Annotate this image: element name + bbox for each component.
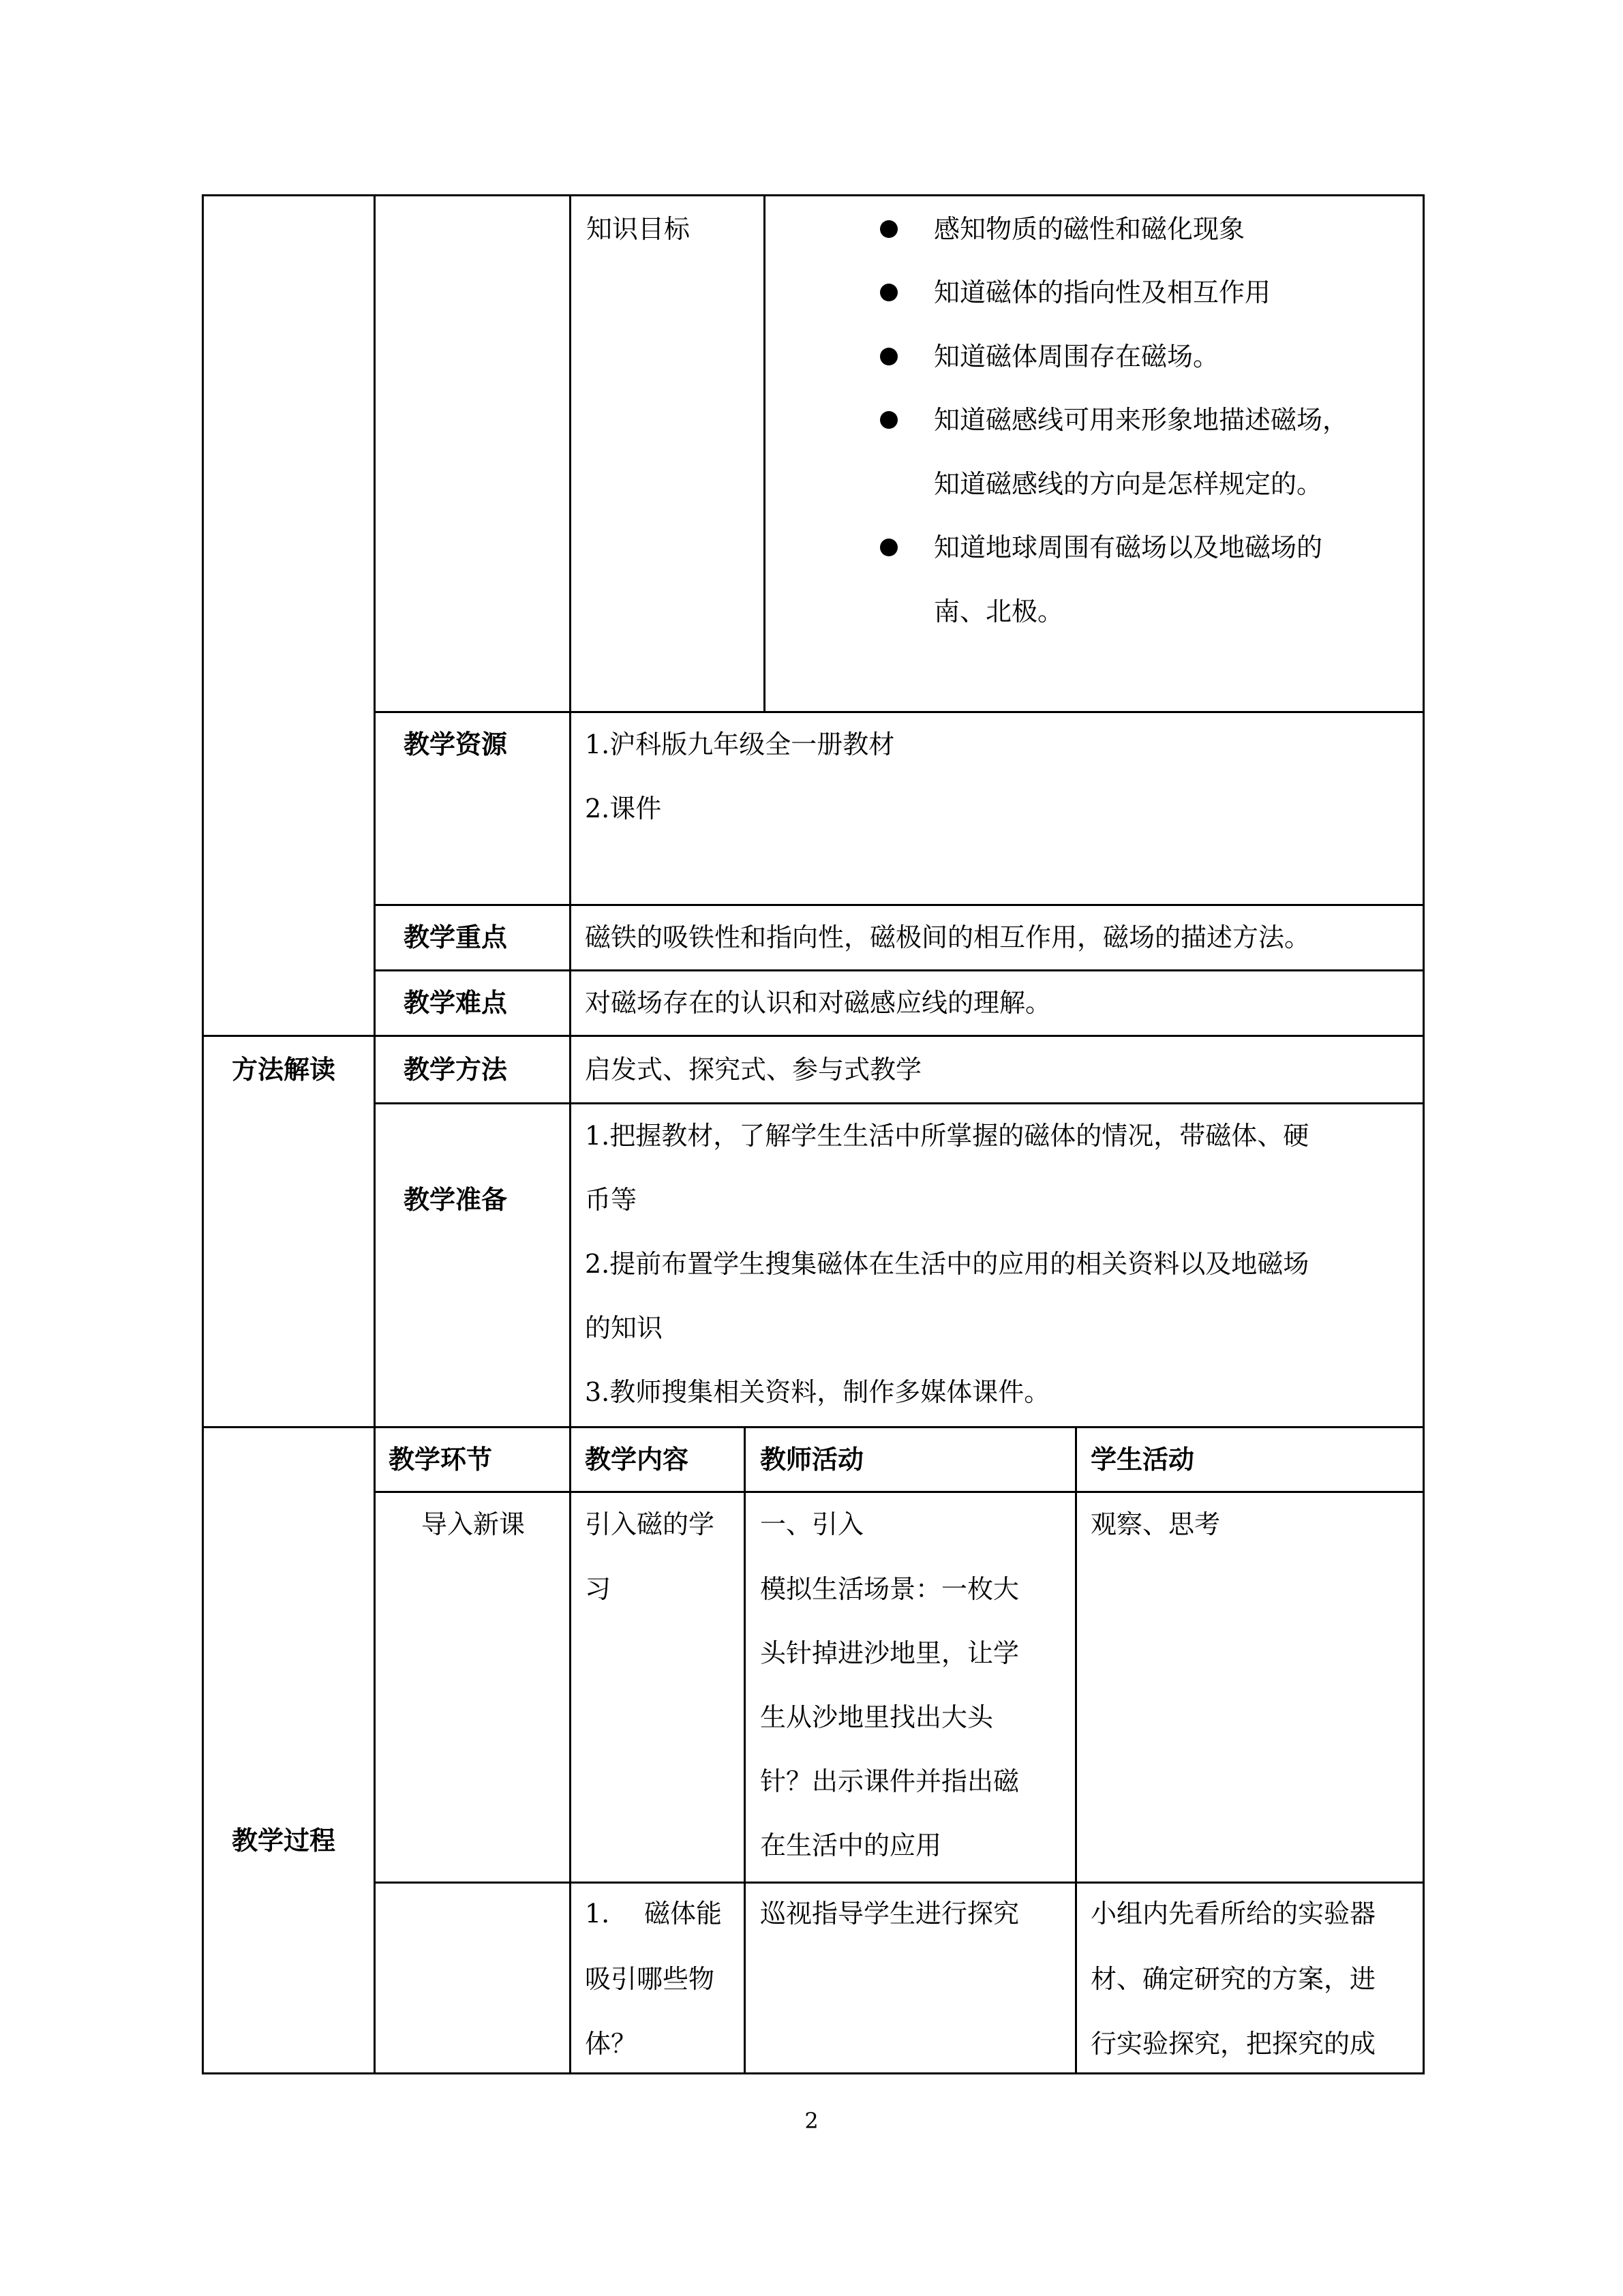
rule-after-preparation [202,1426,1425,1428]
resources-line: 1.沪科版九年级全一册教材 [585,729,895,759]
col-rule-3-process [744,1426,746,2074]
preparation-line: 币等 [585,1185,637,1215]
col-rule-knowledge-sub [763,194,765,713]
knowledge-item: 知道磁感线可用来形象地描述磁场， [934,405,1349,435]
process-section-label: 教学过程 [232,1826,336,1856]
method-label: 教学方法 [404,1055,508,1085]
row1-teacher-line: 在生活中的应用 [760,1830,942,1860]
row1-stage: 导入新课 [421,1509,526,1539]
knowledge-item-continued: 知道磁感线的方向是怎样规定的。 [934,469,1323,499]
resources-label: 教学资源 [404,729,508,759]
table-border-top [202,194,1425,196]
row2-student-line: 材、确定研究的方案，进 [1091,1964,1376,1994]
rule-after-method [374,1102,1425,1104]
row2-student-line: 小组内先看所给的实验器 [1091,1899,1376,1929]
knowledge-item: 知道地球周围有磁场以及地磁场的 [934,532,1323,562]
col-rule-2-process [569,1426,571,2074]
header-teacher: 教师活动 [760,1445,864,1475]
page-number: 2 [804,2108,819,2134]
row2-content-line: 磁体能 [644,1899,723,1929]
table-border-bottom [202,2072,1425,2074]
rule-after-resources [374,904,1425,906]
resources-line: 2.课件 [585,794,662,824]
bullet-icon [880,284,898,301]
knowledge-goal-label: 知识目标 [586,214,691,244]
preparation-line: 3.教师搜集相关资料，制作多媒体课件。 [585,1377,1050,1407]
header-student: 学生活动 [1091,1445,1195,1475]
table-border-left [202,194,204,2074]
row1-teacher-line: 模拟生活场景：一枚大 [760,1574,1020,1604]
row1-content-line: 引入磁的学 [585,1509,715,1539]
col-rule-2-top [569,194,571,713]
header-content: 教学内容 [585,1445,689,1475]
rule-after-keypoint [374,969,1425,971]
knowledge-item-continued: 南、北极。 [934,596,1064,626]
bullet-icon [880,411,898,429]
col-rule-label-right [569,711,571,1428]
preparation-label: 教学准备 [404,1185,508,1215]
row2-student-line: 行实验探究，把探究的成 [1091,2029,1376,2059]
header-stage: 教学环节 [389,1445,493,1475]
rule-after-row1 [374,1882,1425,1884]
row2-content-number: 1. [585,1899,610,1929]
row1-teacher-line: 针？出示课件并指出磁 [760,1766,1020,1796]
col-rule-4-process [1075,1426,1077,2074]
rule-after-knowledge [374,711,1425,713]
preparation-line: 的知识 [585,1313,663,1343]
rule-after-difficulty [202,1035,1425,1037]
bullet-icon [880,348,898,365]
key-point-label: 教学重点 [404,922,508,952]
table-border-right [1423,194,1425,2074]
row2-teacher-line: 巡视指导学生进行探究 [760,1899,1020,1929]
knowledge-item: 感知物质的磁性和磁化现象 [934,214,1245,244]
row2-content-line: 吸引哪些物 [585,1964,715,1994]
row1-content-line: 习 [585,1574,611,1604]
difficulty-text: 对磁场存在的认识和对磁感应线的理解。 [585,988,1052,1018]
row1-student-line: 观察、思考 [1091,1509,1221,1539]
preparation-line: 1.把握教材，了解学生生活中所掌握的磁体的情况，带磁体、硬 [585,1121,1309,1151]
row1-teacher-line: 生从沙地里找出大头 [760,1702,994,1732]
method-section-label: 方法解读 [232,1055,336,1085]
knowledge-item: 知道磁体的指向性及相互作用 [934,277,1271,307]
bullet-icon [880,539,898,556]
key-point-text: 磁铁的吸铁性和指向性，磁极间的相互作用，磁场的描述方法。 [585,922,1311,952]
bullet-icon [880,220,898,238]
row1-teacher-line: 一、引入 [760,1509,864,1539]
row1-teacher-line: 头针掉进沙地里，让学 [760,1638,1020,1668]
difficulty-label: 教学难点 [404,988,508,1018]
method-text: 启发式、探究式、参与式教学 [585,1055,922,1085]
col-rule-1 [374,194,376,2074]
rule-after-headers [374,1491,1425,1493]
row2-content-line: 体？ [585,2029,637,2059]
preparation-line: 2.提前布置学生搜集磁体在生活中的应用的相关资料以及地磁场 [585,1249,1309,1279]
knowledge-item: 知道磁体周围存在磁场。 [934,342,1219,372]
